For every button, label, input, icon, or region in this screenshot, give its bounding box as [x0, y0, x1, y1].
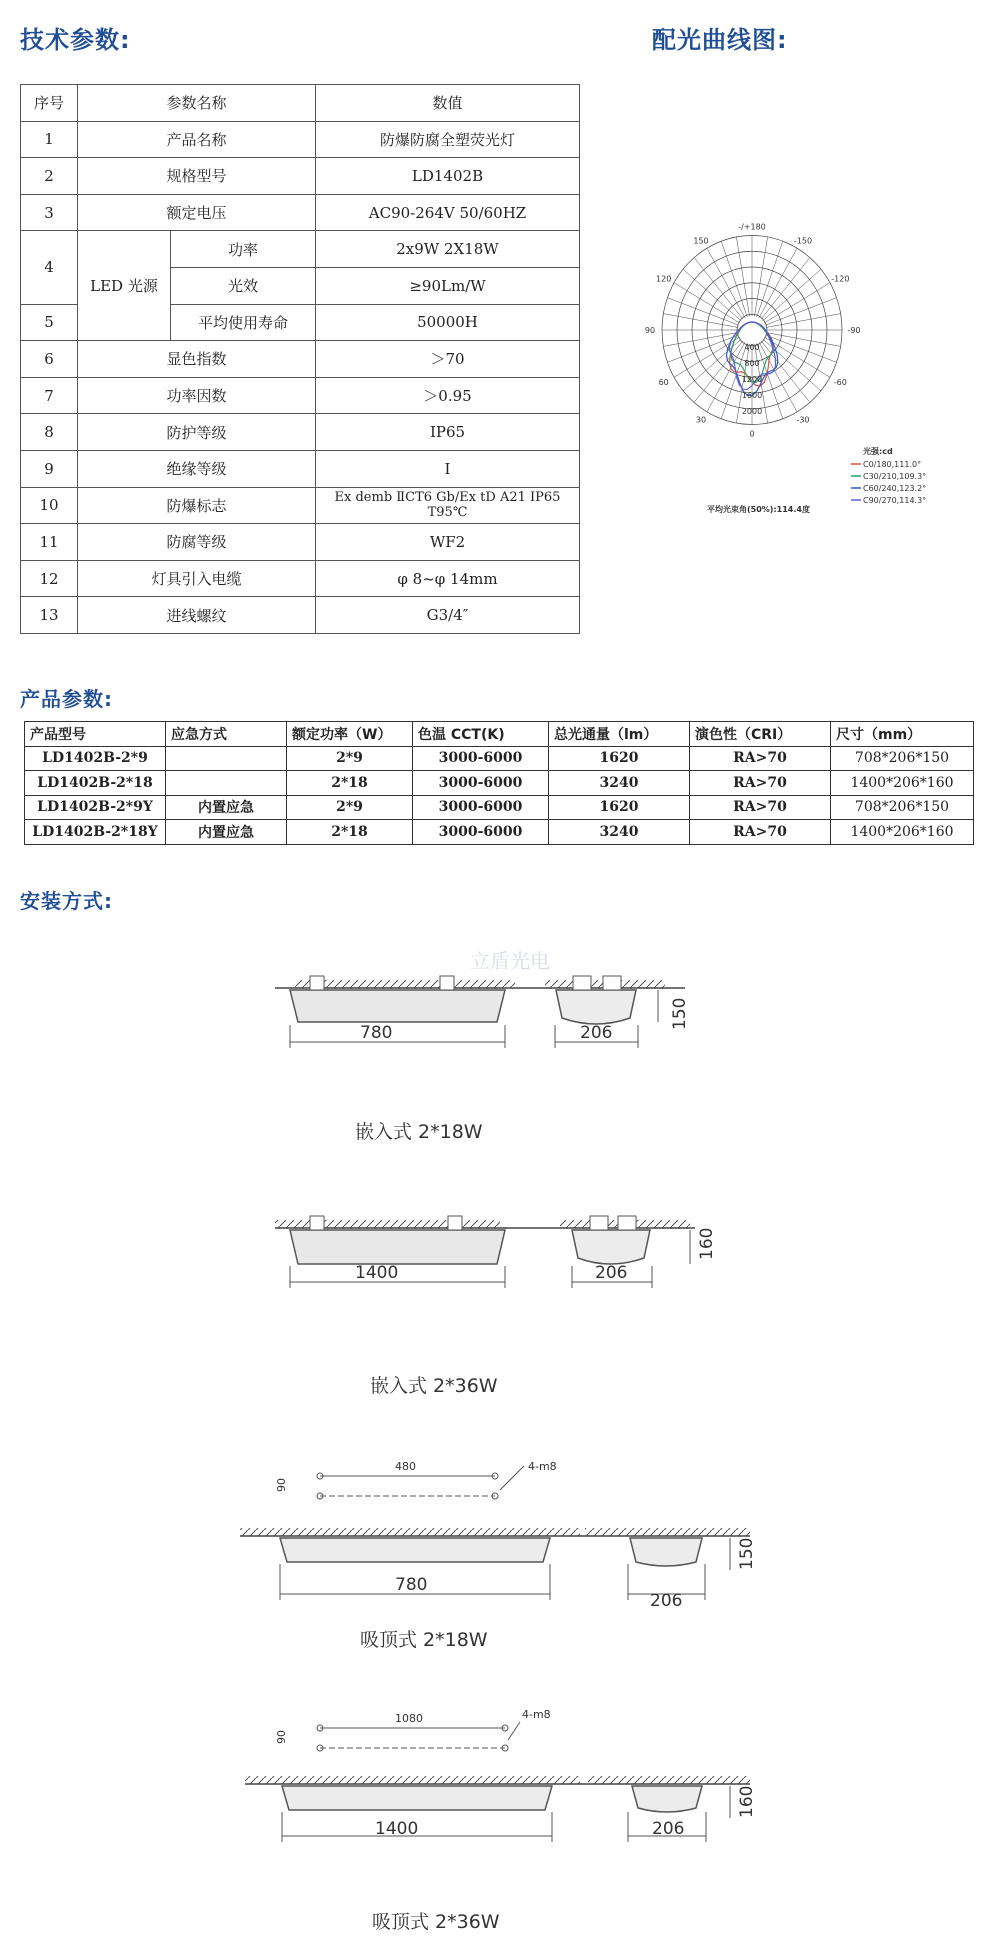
dimension-width: 206: [595, 1263, 628, 1283]
param-name: 防腐等级: [78, 524, 316, 561]
table-cell: 3000-6000: [413, 771, 549, 796]
param-name: 灯具引入电缆: [78, 560, 316, 597]
luminaire-section: [556, 990, 636, 1024]
table-header-row: [21, 85, 580, 122]
legend-label: C90/270,114.3°: [863, 496, 927, 505]
table-header-cell: 产品型号: [25, 722, 166, 747]
dimension-width: 206: [652, 1819, 685, 1839]
mount-bracket: [573, 976, 591, 990]
param-name: 平均使用寿命: [171, 304, 316, 341]
table-header-cell: 演色性（CRI）: [690, 722, 831, 747]
tech-params-heading: 技术参数:: [20, 26, 131, 54]
table-cell: 内置应急: [166, 795, 287, 820]
row-number: 2: [21, 158, 78, 195]
mount-bracket: [310, 976, 324, 990]
mount-bracket: [440, 976, 454, 990]
surface-drawing-2x36w: [245, 1708, 757, 1933]
legend-label: C30/210,109.3°: [863, 472, 927, 481]
table-cell: LD1402B-2*9: [25, 746, 166, 771]
polar-angle-label: 120: [656, 274, 672, 284]
param-name: 光效: [171, 267, 316, 304]
mount-height: 90: [275, 1730, 288, 1744]
dimension-width: 206: [580, 1023, 613, 1043]
polar-angle-label: -150: [793, 236, 813, 246]
mount-spacing: 1080: [395, 1712, 423, 1725]
row-number: 12: [21, 560, 78, 597]
polar-radial-label: 400: [744, 343, 760, 352]
luminaire-body: [290, 1230, 505, 1264]
table-cell: RA>70: [690, 771, 831, 796]
polar-angle-label: 60: [658, 377, 669, 387]
table-cell: 内置应急: [166, 820, 287, 845]
polar-angle-label: 150: [693, 236, 709, 246]
mount-bracket: [590, 1216, 608, 1230]
param-value: LD1402B: [316, 158, 580, 195]
watermark-logo: 立盾光电: [470, 949, 550, 973]
table-cell: 3240: [549, 820, 690, 845]
param-value: ≥90Lm/W: [316, 267, 580, 304]
ceiling-hatch: [240, 1528, 580, 1536]
polar-angle-label: -60: [833, 377, 847, 387]
row-number: 3: [21, 194, 78, 231]
dimension-height: 160: [737, 1785, 757, 1818]
table-header-cell: 总光通量（lm）: [549, 722, 690, 747]
dimension-height: 150: [670, 997, 690, 1030]
param-name: 绝缘等级: [78, 450, 316, 487]
table-header-cell: 参数名称: [78, 85, 316, 122]
table-cell: RA>70: [690, 746, 831, 771]
table-cell: [166, 746, 287, 771]
table-header-cell: 应急方式: [166, 722, 287, 747]
row-number: 9: [21, 450, 78, 487]
table-row: [25, 771, 974, 796]
table-cell: RA>70: [690, 795, 831, 820]
dimension-width: 206: [650, 1591, 683, 1611]
ceiling-hatch: [585, 1528, 750, 1536]
product-params-table: [24, 721, 974, 845]
param-name: 额定电压: [78, 194, 316, 231]
param-name: 防爆标志: [78, 487, 316, 524]
table-cell: LD1402B-2*18Y: [25, 820, 166, 845]
dimension-length: 780: [360, 1023, 393, 1043]
table-header-cell: 尺寸（mm）: [831, 722, 974, 747]
table-row: [21, 524, 580, 561]
table-cell: 1400*206*160: [831, 771, 974, 796]
polar-angle-label: -120: [831, 274, 850, 284]
product-params-heading: 产品参数:: [20, 687, 113, 711]
table-row: [21, 121, 580, 158]
table-cell: 3000-6000: [413, 746, 549, 771]
row-number: 11: [21, 524, 78, 561]
param-value: Ⅰ: [316, 450, 580, 487]
param-value: φ 8~φ 14mm: [316, 560, 580, 597]
legend-label: C60/240,123.2°: [863, 484, 927, 493]
dimension-length: 1400: [375, 1819, 419, 1839]
mount-bracket: [618, 1216, 636, 1230]
polar-angle-label: 0: [749, 429, 755, 439]
ceiling-hatch: [588, 1776, 750, 1784]
recessed-drawing-2x18w: [275, 949, 690, 1143]
polar-angle-label: -/+180: [738, 222, 766, 232]
beam-angle-footer: 平均光束角(50%):114.4度: [707, 505, 810, 514]
mount-spacing: 480: [395, 1460, 416, 1473]
param-value: 防爆防腐全塑荧光灯: [316, 121, 580, 158]
table-row: [25, 795, 974, 820]
table-cell: LD1402B-2*9Y: [25, 795, 166, 820]
recessed-drawing-2x36w: [275, 1216, 717, 1397]
table-cell: 2*9: [287, 795, 413, 820]
param-name: 产品名称: [78, 121, 316, 158]
table-header-cell: 数值: [316, 85, 580, 122]
drawing-caption: 吸顶式 2*18W: [360, 1629, 488, 1651]
table-cell: 3240: [549, 771, 690, 796]
table-cell: 2*18: [287, 771, 413, 796]
table-row: [21, 414, 580, 451]
row-number: 13: [21, 597, 78, 634]
polar-radial-label: 2000: [741, 407, 763, 416]
table-cell: 708*206*150: [831, 795, 974, 820]
row-number: 10: [21, 487, 78, 524]
mount-height: 90: [275, 1478, 288, 1492]
luminaire-body: [280, 1538, 550, 1562]
polar-radial-label: 1200: [741, 375, 763, 384]
table-row: [21, 560, 580, 597]
installation-heading: 安装方式:: [20, 889, 113, 913]
param-name: 防护等级: [78, 414, 316, 451]
table-row: [21, 377, 580, 414]
polar-radial-label: 1600: [741, 391, 763, 400]
polar-angle-label: 90: [644, 326, 656, 335]
param-value: WF2: [316, 524, 580, 561]
installation-drawings: [0, 930, 1000, 1940]
polar-angle-label: 30: [695, 415, 707, 425]
screw-spec: 4-m8: [528, 1460, 557, 1473]
legend-title: 光强:cd: [863, 447, 893, 456]
dimension-height: 160: [697, 1227, 717, 1260]
dimension-length: 1400: [355, 1263, 399, 1283]
tech-params-table: [20, 84, 580, 634]
dimension-height: 150: [737, 1537, 757, 1570]
mount-bracket: [448, 1216, 462, 1230]
param-value: 50000H: [316, 304, 580, 341]
mount-bracket: [603, 976, 621, 990]
luminaire-section: [630, 1538, 702, 1566]
param-name: 显色指数: [78, 341, 316, 378]
param-value: G3/4″: [316, 597, 580, 634]
ceiling-hatch: [295, 980, 515, 988]
table-header-cell: 色温 CCT(K): [413, 722, 549, 747]
luminaire-body: [290, 990, 505, 1022]
table-cell: 2*9: [287, 746, 413, 771]
param-name: 功率因数: [78, 377, 316, 414]
param-value: Ex demb ⅡCT6 Gb/Ex tD A21 IP65 T95℃: [316, 487, 580, 524]
mount-bracket: [310, 1216, 324, 1230]
table-cell: 2*18: [287, 820, 413, 845]
row-number: 4: [21, 231, 78, 304]
param-name: 进线螺纹: [78, 597, 316, 634]
drawing-caption: 吸顶式 2*36W: [372, 1911, 500, 1933]
ceiling-hatch: [275, 1220, 500, 1228]
table-header-cell: 序号: [21, 85, 78, 122]
row-number: 8: [21, 414, 78, 451]
table-cell: [166, 771, 287, 796]
ceiling-hatch: [245, 1776, 580, 1784]
param-value: ＞70: [316, 341, 580, 378]
luminaire-section: [632, 1786, 702, 1812]
row-number: 7: [21, 377, 78, 414]
table-cell: RA>70: [690, 820, 831, 845]
param-value: ＞0.95: [316, 377, 580, 414]
table-row: [21, 231, 580, 268]
table-cell: 3000-6000: [413, 820, 549, 845]
row-number: 6: [21, 341, 78, 378]
row-number: 1: [21, 121, 78, 158]
screw-spec: 4-m8: [522, 1708, 551, 1721]
luminaire-section: [572, 1230, 650, 1264]
table-header-cell: 额定功率（W）: [287, 722, 413, 747]
table-row: [21, 597, 580, 634]
param-value: 2x9W 2X18W: [316, 231, 580, 268]
param-name: 功率: [171, 231, 316, 268]
table-cell: LD1402B-2*18: [25, 771, 166, 796]
param-group: LED 光源: [78, 231, 171, 341]
table-row: [21, 487, 580, 524]
table-cell: 1620: [549, 795, 690, 820]
drawing-caption: 嵌入式 2*36W: [370, 1375, 498, 1397]
polar-ring: [737, 314, 767, 346]
table-row: [21, 158, 580, 195]
polar-angle-label: -90: [847, 326, 861, 335]
surface-drawing-2x18w: [240, 1460, 757, 1651]
table-cell: 1620: [549, 746, 690, 771]
param-value: AC90-264V 50/60HZ: [316, 194, 580, 231]
legend-label: C0/180,111.0°: [863, 460, 922, 469]
polar-legend: [851, 446, 926, 505]
param-value: IP65: [316, 414, 580, 451]
table-row: [25, 820, 974, 845]
table-cell: 3000-6000: [413, 795, 549, 820]
table-header-row: [25, 722, 974, 747]
table-row: [21, 341, 580, 378]
dimension-length: 780: [395, 1575, 428, 1595]
drawing-caption: 嵌入式 2*18W: [355, 1121, 483, 1143]
table-row: [25, 746, 974, 771]
polar-angle-label: -30: [796, 415, 810, 425]
row-number: 5: [21, 304, 78, 341]
table-row: [21, 194, 580, 231]
light-distribution-diagram: [644, 218, 930, 518]
table-row: [21, 450, 580, 487]
table-cell: 708*206*150: [831, 746, 974, 771]
light-curve-heading: 配光曲线图:: [652, 26, 788, 54]
polar-radial-label: 800: [744, 359, 760, 368]
luminaire-body: [282, 1786, 552, 1810]
table-cell: 1400*206*160: [831, 820, 974, 845]
param-name: 规格型号: [78, 158, 316, 195]
